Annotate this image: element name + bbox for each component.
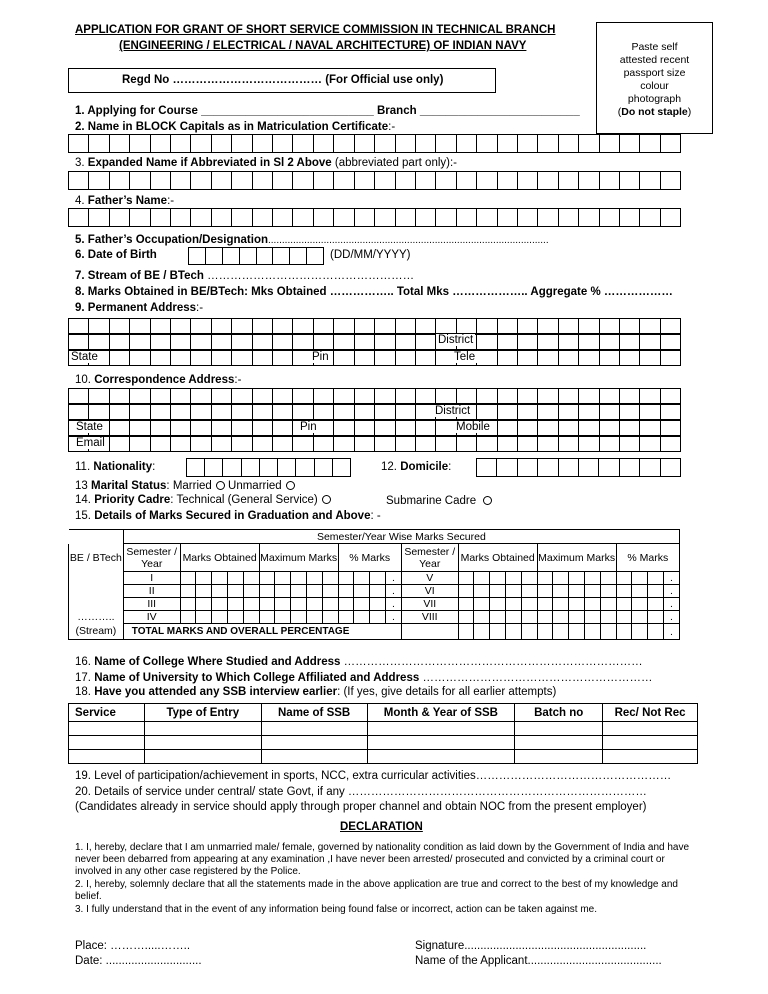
dot: . xyxy=(386,572,402,585)
perm-state-label: State xyxy=(71,351,98,363)
obt-header-2: Marks Obtained xyxy=(458,544,537,572)
photo-text: photograph xyxy=(627,93,682,105)
field-3-label: 3. Expanded Name if Abbreviated in Sl 2 Above (abbreviated part only):- xyxy=(75,157,457,169)
dot: . xyxy=(664,585,680,598)
field-7[interactable]: 7. Stream of BE / BTech ……………………………………………… xyxy=(75,270,415,282)
ssb-table xyxy=(68,703,698,764)
ssb-header-service: Service xyxy=(69,704,145,722)
dot: . xyxy=(664,611,680,624)
perm-address-row2[interactable] xyxy=(68,334,681,350)
photo-text: (Do not staple) xyxy=(617,106,692,118)
corr-address-row2[interactable] xyxy=(68,404,681,420)
field-15-label: 15. Details of Marks Secured in Graduation and Above: - xyxy=(75,510,381,522)
submarine-radio[interactable] xyxy=(483,496,492,505)
be-btech-label: BE / BTech xyxy=(69,544,124,572)
field-11-label: 11. Nationality: xyxy=(75,461,156,473)
field-8[interactable]: 8. Marks Obtained in BE/BTech: Mks Obtained …………….. Total Mks ……………….. Aggregate % ……………… xyxy=(75,286,673,298)
technical-radio[interactable] xyxy=(322,495,331,504)
dot: . xyxy=(386,598,402,611)
nationality-grid[interactable] xyxy=(186,458,351,477)
field-19[interactable]: 19. Level of participation/achievement in sports, NCC, extra curricular activities…………………………………………… xyxy=(75,770,672,782)
ssb-row[interactable] xyxy=(69,722,698,736)
field-20-note: (Candidates already in service should apply through proper channel and obtain NOC from the present employer) xyxy=(75,801,647,813)
declaration-p1: 1. I, hereby, declare that I am unmarried male/ female, governed by nationality condition as laid down by the Government of India and have never been debarred from appearing at any examination ,I have never been arrested/ prosecuted and convicted by a criminal court or involved in any other case registered by the Police. xyxy=(75,842,690,877)
photo-text: attested recent xyxy=(619,54,690,66)
domicile-grid[interactable] xyxy=(476,458,681,477)
name-grid[interactable] xyxy=(68,134,681,153)
declaration-p2: 2. I, hereby, solemnly declare that all the statements made in the above application are true and correct to the best of my knowledge and belief. xyxy=(75,879,678,902)
field-13: 13 Marital Status: Married Unmarried xyxy=(75,480,295,492)
max-header-2: Maximum Marks xyxy=(537,544,616,572)
corr-address-row1[interactable] xyxy=(68,388,681,404)
perm-address-row3[interactable] xyxy=(68,350,681,366)
stream-dots: ……….. xyxy=(69,611,124,624)
field-16[interactable]: 16. Name of College Where Studied and Address …………………………………………………………………… xyxy=(75,656,643,668)
signature-field[interactable]: Signature......................................................... xyxy=(415,940,647,952)
field-18: 18. Have you attended any SSB interview earlier: (If yes, give details for all earlier attempts) xyxy=(75,686,557,698)
corr-email-row[interactable] xyxy=(68,436,681,452)
field-14-opt2: Submarine Cadre xyxy=(386,495,492,507)
marks-table-top: Semester/Year Wise Marks Secured xyxy=(123,530,679,544)
photo-text: Paste self xyxy=(631,41,678,53)
corr-pin-label: Pin xyxy=(300,421,317,433)
dot: . xyxy=(386,585,402,598)
sem-header: Semester / Year xyxy=(123,544,180,572)
photo-text: colour xyxy=(640,80,669,92)
ssb-header-name: Name of SSB xyxy=(261,704,367,722)
photo-text: passport size xyxy=(623,67,686,79)
field-5[interactable]: 5. Father’s Occupation/Designation..................................................................................................... xyxy=(75,234,549,246)
perm-address-row1[interactable] xyxy=(68,318,681,334)
declaration-title: DECLARATION xyxy=(340,821,423,833)
dob-format: (DD/MM/YYYY) xyxy=(330,249,411,261)
form-title-line1: APPLICATION FOR GRANT OF SHORT SERVICE COMMISSION IN TECHNICAL BRANCH xyxy=(75,24,556,36)
field-10-label: 10. Correspondence Address:- xyxy=(75,374,242,386)
stream-label: (Stream) xyxy=(69,624,124,640)
regd-label: Regd No ………………………………… (For Official use only) xyxy=(122,74,444,86)
field-9-label: 9. Permanent Address:- xyxy=(75,302,204,314)
applicant-name-field[interactable]: Name of the Applicant.......................................... xyxy=(415,955,662,967)
corr-district-label: District xyxy=(435,405,471,417)
marks-table xyxy=(68,529,680,640)
sem-left: II xyxy=(123,585,180,598)
dot: . xyxy=(664,624,680,640)
form-title-line2: (ENGINEERING / ELECTRICAL / NAVAL ARCHITECTURE) OF INDIAN NAVY xyxy=(119,40,527,52)
ssb-row[interactable] xyxy=(69,736,698,750)
sem-right: VII xyxy=(401,598,458,611)
married-radio[interactable] xyxy=(216,481,225,490)
sem-right: VI xyxy=(401,585,458,598)
date-field[interactable]: Date: .............................. xyxy=(75,955,202,967)
obt-header: Marks Obtained xyxy=(180,544,259,572)
declaration-p3: 3. I fully understand that in the event of any information being found false or incorrect, action can be taken against me. xyxy=(75,904,597,915)
ssb-header-entry: Type of Entry xyxy=(144,704,261,722)
dot: . xyxy=(386,611,402,624)
corr-state-label: State xyxy=(76,421,103,433)
dot: . xyxy=(664,598,680,611)
field-20[interactable]: 20. Details of service under central/ state Govt, if any …………………………………………………………………… xyxy=(75,786,647,798)
corr-email-label: Email xyxy=(76,437,105,449)
place-field[interactable]: Place: ……….....…….. xyxy=(75,940,191,952)
sem-left: I xyxy=(123,572,180,585)
perm-pin-label: Pin xyxy=(312,351,329,363)
max-header: Maximum Marks xyxy=(259,544,338,572)
sem-right: VIII xyxy=(401,611,458,624)
dot: . xyxy=(664,572,680,585)
father-name-grid[interactable] xyxy=(68,208,681,227)
pct-header-2: % Marks xyxy=(616,544,679,572)
pct-header: % Marks xyxy=(338,544,401,572)
ssb-row[interactable] xyxy=(69,750,698,764)
field-6-label: 6. Date of Birth xyxy=(75,249,157,261)
field-4-label: 4. Father’s Name:- xyxy=(75,195,175,207)
field-12-label: 12. Domicile: xyxy=(381,461,452,473)
field-2-label: 2. Name in BLOCK Capitals as in Matriculation Certificate:- xyxy=(75,121,396,133)
corr-address-row3[interactable] xyxy=(68,420,681,436)
photo-box xyxy=(596,22,713,134)
ssb-header-batch: Batch no xyxy=(515,704,603,722)
field-14: 14. Priority Cadre: Technical (General Service) xyxy=(75,494,331,506)
ssb-header-rec: Rec/ Not Rec xyxy=(603,704,698,722)
ssb-header-month: Month & Year of SSB xyxy=(367,704,515,722)
perm-district-label: District xyxy=(438,334,474,346)
sem-left: III xyxy=(123,598,180,611)
dob-grid[interactable] xyxy=(188,247,324,265)
expanded-name-grid[interactable] xyxy=(68,171,681,190)
sem-left: IV xyxy=(123,611,180,624)
sem-header-2: Semester / Year xyxy=(401,544,458,572)
sem-right: V xyxy=(401,572,458,585)
unmarried-radio[interactable] xyxy=(286,481,295,490)
perm-tele-label: Tele xyxy=(454,351,476,363)
corr-mobile-label: Mobile xyxy=(456,421,490,433)
field-17[interactable]: 17. Name of University to Which College Affiliated and Address …………………………………………………… xyxy=(75,672,653,684)
field-1[interactable]: 1. Applying for Course ___________________________ Branch _________________________ xyxy=(75,105,580,117)
total-label: TOTAL MARKS AND OVERALL PERCENTAGE xyxy=(123,624,401,640)
